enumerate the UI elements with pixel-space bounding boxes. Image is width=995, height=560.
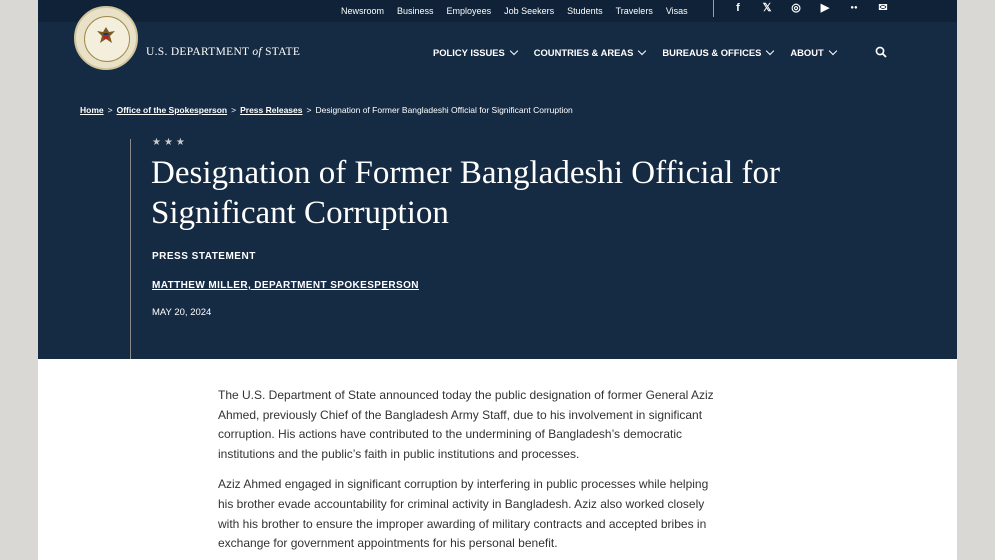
eagle-icon [95,24,117,46]
chevron-down-icon [638,47,646,55]
youtube-icon[interactable]: ▶ [820,2,830,14]
nav-about[interactable] [790,47,835,58]
page-frame [38,0,957,560]
nav-policy-issues[interactable] [433,47,517,58]
breadcrumb [80,105,573,115]
department-seal-logo[interactable] [74,6,138,70]
utility-link-newsroom[interactable]: Newsroom [341,6,385,16]
stars-decoration: ★★★ [152,137,188,148]
utility-link-visas[interactable]: Visas [665,6,688,16]
breadcrumb-office[interactable]: Office of the Spokesperson [116,105,228,115]
nav-label: BUREAUS & OFFICES [662,47,762,58]
site-name-of: of [252,46,262,58]
chevron-down-icon [828,47,836,55]
utility-link-travelers[interactable]: Travelers [615,6,653,16]
email-icon[interactable]: ✉ [878,2,888,14]
utility-links [341,0,701,22]
nav-countries-areas[interactable] [534,47,646,58]
site-name[interactable] [146,46,300,58]
utility-bar [38,0,957,22]
article-paragraph: The U.S. Department of State announced today the public designation of former General Aziz Ahmed, previously Chief of the Bangladesh Army Staff, due to his involvement in significant corruption. His actions have contributed to the undermining of Bangladesh’s democratic institutions and the public’s faith in public institutions and processes. [218,388,714,461]
search-icon[interactable] [875,46,887,58]
breadcrumb-press-releases[interactable]: Press Releases [240,105,303,115]
chevron-down-icon [766,47,774,55]
x-icon[interactable]: 𝕏 [762,2,772,14]
nav-label: ABOUT [790,47,824,58]
title-divider [130,139,131,359]
utility-link-business[interactable]: Business [397,6,434,16]
page-title: Designation of Former Bangladeshi Official for Significant Corruption [151,155,780,231]
breadcrumb-separator: > [306,105,312,115]
flickr-icon[interactable]: ●● [850,4,858,11]
nav-label: COUNTRIES & AREAS [533,47,634,58]
article-body [218,386,723,560]
utility-divider [713,0,714,17]
article-paragraph: Aziz Ahmed engaged in significant corruption by interfering in public processes while helping his brother evade accountability for criminal activity in Bangladesh. Aziz also worked closely with his brother to ensure the improper awarding of military contracts and accepted bribes in exchange for government appointments for his personal benefit. [218,477,709,551]
hero-banner [38,0,957,359]
breadcrumb-home[interactable]: Home [80,105,104,115]
utility-link-employees[interactable]: Employees [446,6,492,16]
utility-link-job-seekers[interactable]: Job Seekers [504,6,555,16]
site-name-post: STATE [265,46,301,58]
nav-label: POLICY ISSUES [433,47,505,58]
main-nav [433,47,853,58]
breadcrumb-separator: > [231,105,237,115]
social-links [731,0,890,15]
nav-bureaus-offices[interactable] [662,47,773,58]
publish-date: MAY 20, 2024 [152,307,212,318]
chevron-down-icon [509,47,517,55]
author-link[interactable]: MATTHEW MILLER, DEPARTMENT SPOKESPERSON [152,280,419,291]
breadcrumb-separator: > [107,105,113,115]
utility-link-students[interactable]: Students [567,6,603,16]
site-name-pre: U.S. DEPARTMENT [146,46,250,58]
breadcrumb-current: Designation of Former Bangladeshi Official for Significant Corruption [315,105,573,115]
article-type: PRESS STATEMENT [152,251,256,262]
facebook-icon[interactable]: f [736,1,740,14]
instagram-icon[interactable]: ◎ [791,2,801,14]
